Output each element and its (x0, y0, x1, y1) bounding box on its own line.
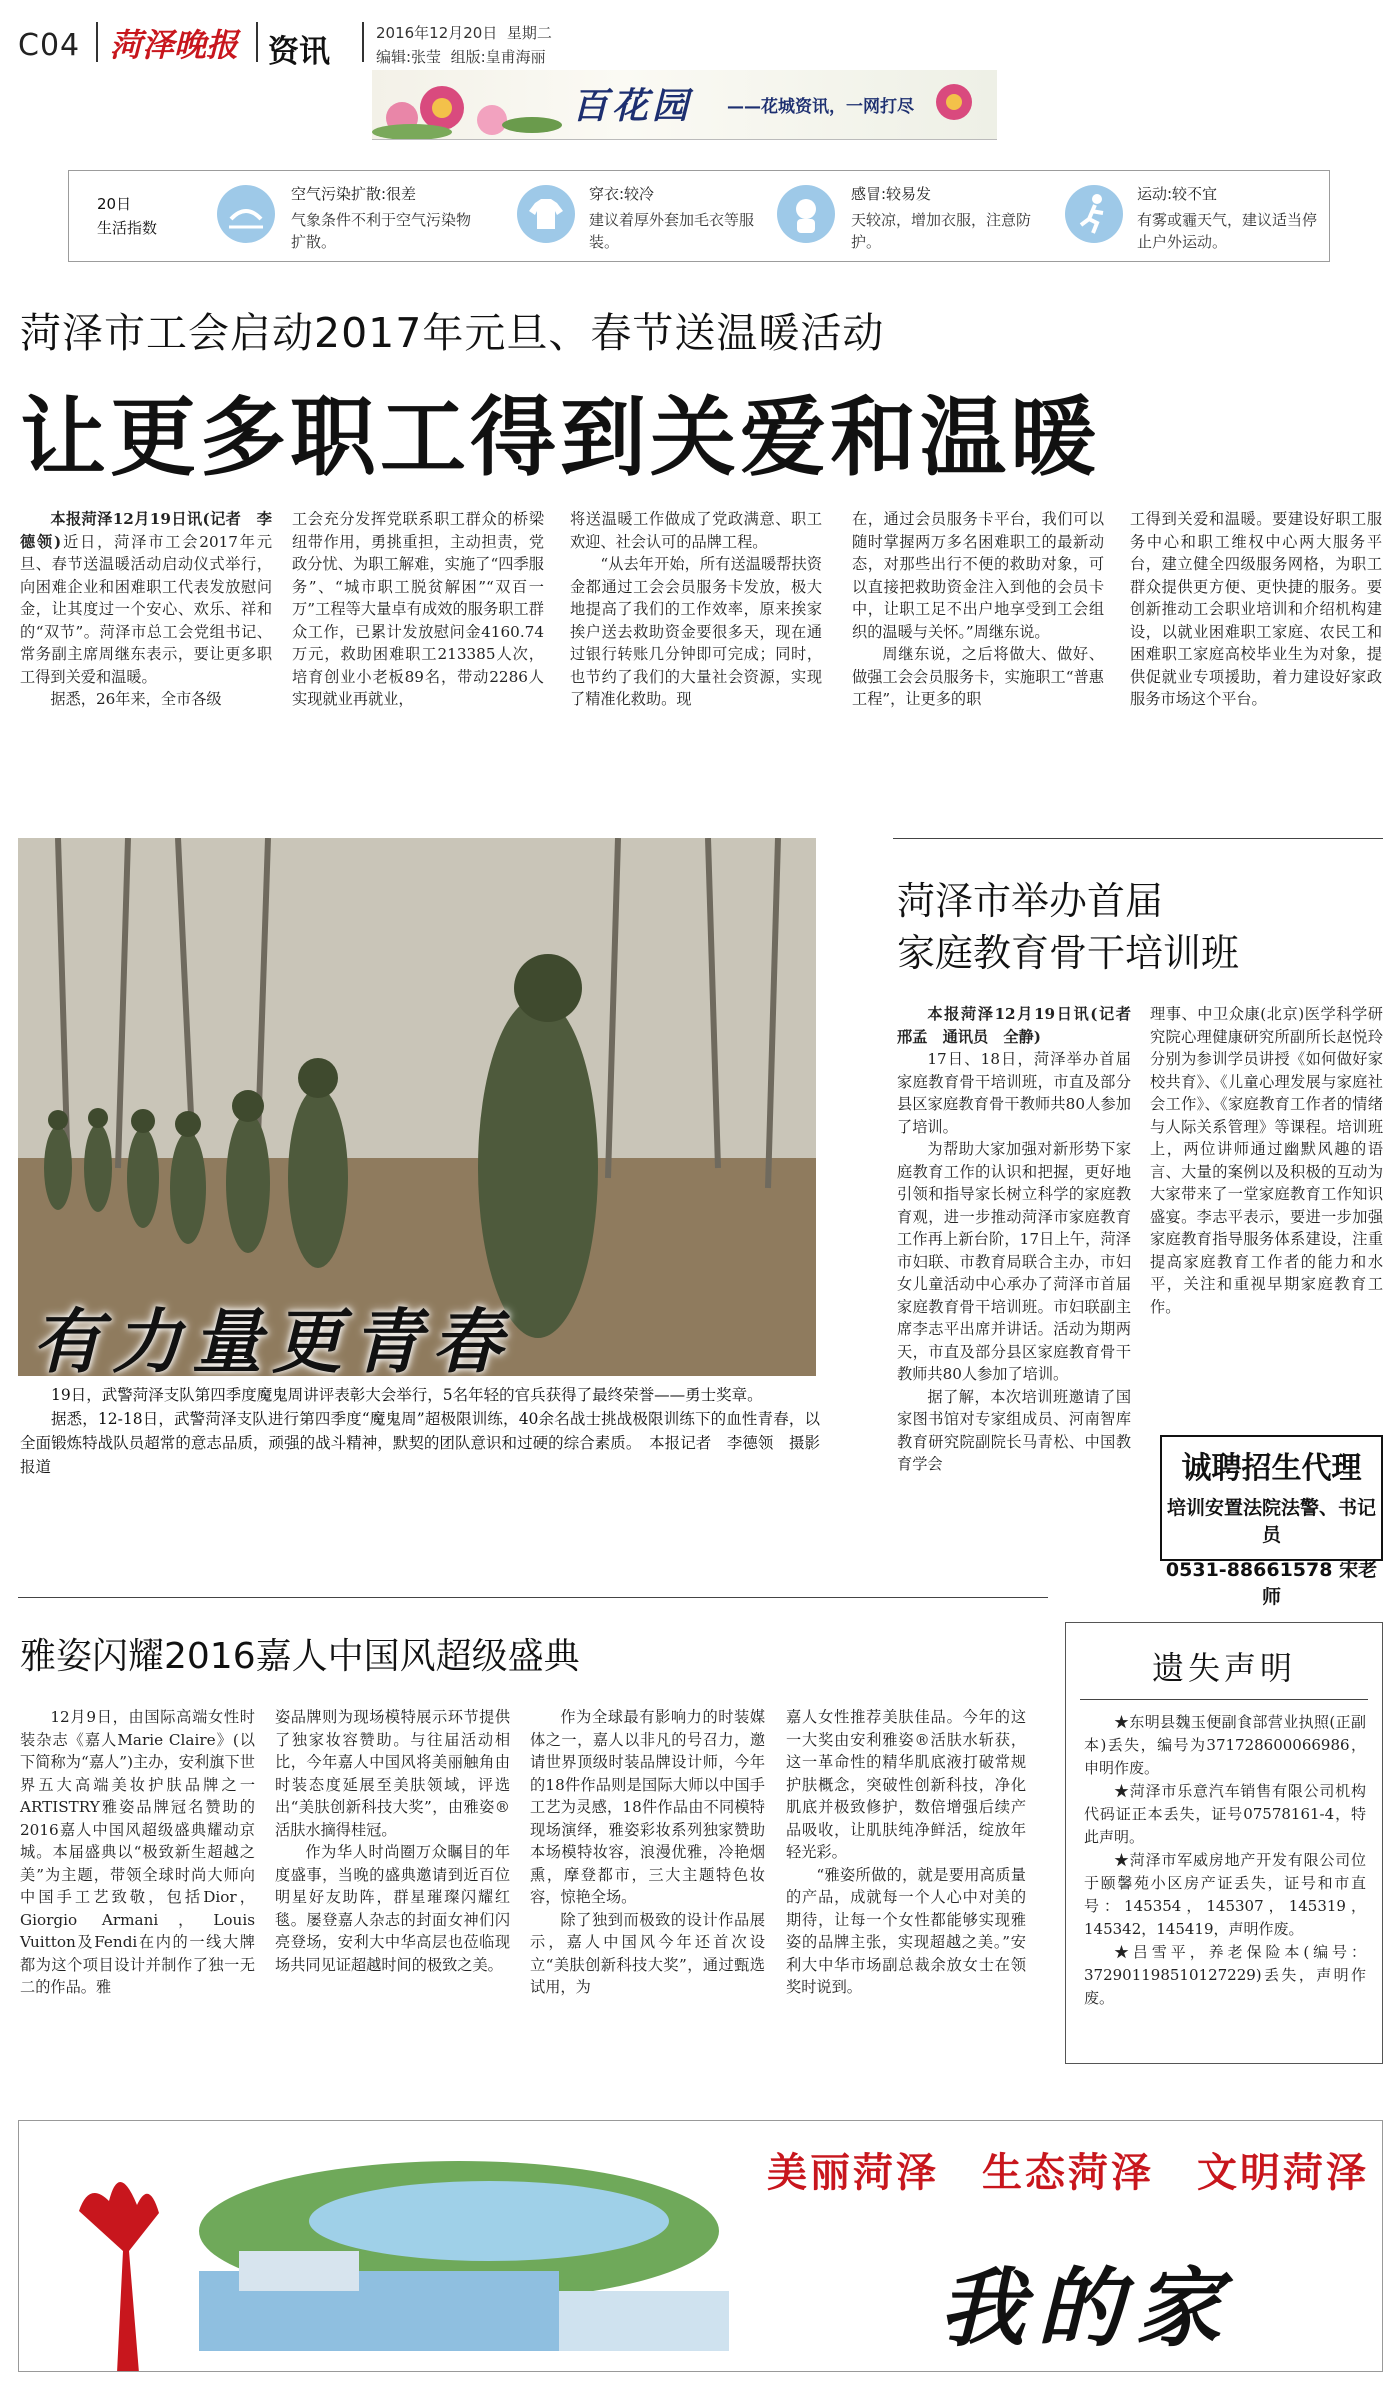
life-index-date: 20日 (97, 195, 132, 213)
lead-paragraph: 据悉，26年来，全市各级 (50, 690, 222, 708)
editor-line (376, 46, 546, 67)
section-name: 资讯 (268, 34, 330, 70)
fashion-column-3 (530, 1706, 765, 1999)
city-landscape-image (19, 2121, 739, 2372)
life-item-text: 气象条件不利于空气污染物扩散。 (291, 211, 472, 251)
lost-notice-item: ★吕雪平，养老保险本(编号：372901198510127229)丢失，声明作废。 (1084, 1943, 1366, 2007)
photo-caption-paragraph: 据悉，12-18日，武警菏泽支队进行第四季度“魔鬼周”超极限训练，40余名战士挑战极限训练下的血性青春，以全面锻炼特战队员超常的意志品质，顽强的战斗精神，默契的团队意识和过硬的综合素质。 本报记者 李德领 摄影报道 (20, 1410, 820, 1476)
city-promo-ad (18, 2120, 1383, 2372)
life-index-label: 生活指数 (97, 219, 158, 237)
header-divider (96, 22, 98, 62)
lead-paragraph: 近日，菏泽市工会2017年元旦、春节送温暖活动启动仪式举行，向困难企业和困难职工代表发放慰问金，让其度过一个安心、欢乐、祥和的“双节”。菏泽市总工会党组书记、常务副主席周继东表示，要让更多职工得到关爱和温暖。 (20, 532, 273, 686)
side-article-title: 家庭教育骨干培训班 (897, 931, 1240, 975)
side-article-paragraph: 17日、18日，菏泽举办首届家庭教育骨干培训班，市直及部分县区家庭教育骨干教师共80人参加了培训。 (897, 1050, 1131, 1136)
smog-icon (217, 185, 275, 243)
lead-column-5 (1130, 508, 1382, 711)
issue-date-line (376, 22, 552, 43)
fashion-paragraph: “雅姿所做的，就是要用高质量的产品，成就每一个人心中对美的期待，让每一个女性都能够实现雅姿的品牌主张，实现超越之美。”安利大中华市场副总裁余放女士在领奖时说到。 (786, 1865, 1026, 1996)
recruit-ad-line: 培训安置法院法警、书记员 (1166, 1497, 1376, 1546)
lead-paragraph: 周继东说，之后将做大、做好、做强工会会员服务卡，实施职工“普惠工程”，让更多的职 (852, 645, 1104, 708)
lead-column-3 (570, 508, 822, 711)
layout-editor-name: 组版:皇甫海丽 (450, 48, 546, 66)
lead-column-4 (852, 508, 1104, 711)
fashion-paragraph: 嘉人女性推荐美肤佳品。今年的这一大奖由安利雅姿®活肤水斩获，这一革命性的精华肌底液打破常规护肤概念，突破性创新科技，净化肌底并极致修护，数倍增强后续产品吸收，让肌肤纯净鲜活，绽放年轻光彩。 (786, 1708, 1026, 1861)
side-article-column-1 (897, 1003, 1147, 1476)
fashion-paragraph: 姿品牌则为现场模特展示环节提供了独家妆容赞助。与往届活动相比，今年嘉人中国风将美丽触角由时装态度延展至美肤领域，评选出“美肤创新科技大奖”，由雅姿®活肤水摘得桂冠。 (275, 1708, 510, 1839)
editor-name: 编辑:张莹 (376, 48, 442, 66)
side-article-paragraph: 理事、中卫众康(北京)医学科学研究院心理健康研究所副所长赵悦玲分别为参训学员讲授《如何做好家校共育》、《儿童心理发展与家庭社会工作》、《家庭教育工作者的情绪与人际关系管理》等课程。培训班上，两位讲师通过幽默风趣的语言、大量的案例以及积极的互动为大家带来了一堂家庭教育工作知识盛宴。李志平表示，要进一步加强家庭教育指导服务体系建设，注重提高家庭教育工作者的能力和水平，关注和重视早期家庭教育工作。 (1150, 1005, 1383, 1316)
banner-subtitle: ——花城资讯，一网打尽 (727, 97, 914, 117)
header-divider (362, 22, 364, 62)
newspaper-name: 菏泽晚报 (110, 26, 239, 64)
recruitment-ad (1160, 1435, 1383, 1608)
issue-weekday: 星期二 (506, 24, 552, 42)
flower-banner-image (912, 70, 997, 140)
life-index-box (68, 170, 1330, 262)
fashion-paragraph: 作为全球最有影响力的时装媒体之一，嘉人以非凡的号召力，邀请世界顶级时装品牌设计师，今年的18件作品则是国际大师以中国手工艺为灵感，18件作品由不同模特现场演绎，雅姿彩妆系列独家赞助本场模特妆容，浪漫优雅，冷艳烟熏，摩登都市，三大主题特色妆容，惊艳全场。 (530, 1708, 765, 1906)
fashion-paragraph: 作为华人时尚圈万众瞩目的年度盛事，当晚的盛典邀请到近百位明星好友助阵，群星璀璨闪耀红毯。屡登嘉人杂志的封面女神们闪亮登场，安利大中华高层也莅临现场共同见证超越时间的极致之美。 (275, 1843, 510, 1974)
recruit-ad-phone: 0531-88661578 宋老师 (1165, 1559, 1378, 1608)
promo-home-title: 我的家 (939, 2258, 1233, 2359)
issue-date: 2016年12月20日 (376, 24, 498, 42)
lost-notice-item: ★菏泽市乐意汽车销售有限公司机构代码证正本丢失，证号07578161-4，特此声明。 (1084, 1782, 1366, 1846)
exercise-icon (1065, 185, 1123, 243)
life-item-title: 感冒:较易发 (851, 185, 932, 203)
life-item-title: 穿衣:较冷 (589, 185, 655, 203)
header-divider (256, 22, 258, 62)
promo-slogan: 美丽菏泽 生态菏泽 文明菏泽 (767, 2150, 1369, 2196)
side-article-column-2 (1150, 1003, 1383, 1318)
photo-overlay-title: 有力量更青春 (32, 1300, 512, 1376)
life-item-title: 空气污染扩散:很差 (291, 185, 417, 203)
fashion-paragraph: 12月9日，由国际高端女性时装杂志《嘉人Marie Claire》(以下简称为“嘉人”)主办，安利旗下世界五大高端美妆护肤品牌之一ARTISTRY雅姿品牌冠名赞助的2016嘉人中国风超级盛典耀动京城。本届盛典以“极致新生超越之美”为主题，带领全球时尚大师向中国手工艺致敬，包括Dior，Giorgio Armani，Louis Vuitton及Fendi在内的一线大牌都为这个项目设计并制作了独一无二的作品。雅 (20, 1708, 255, 1996)
banner-title: 百花园 (572, 85, 693, 127)
lost-notice-title: 遗失声明 (1151, 1649, 1296, 1687)
lost-notice-item: ★菏泽市军威房地产开发有限公司位于颐馨苑小区房产证丢失，证号和市直号：145354，145307，145319，145342，145419，声明作废。 (1084, 1851, 1366, 1938)
lead-paragraph: 工得到关爱和温暖。要建设好职工服务中心和职工维权中心两大服务平台，建立健全四级服务网格，为职工群众提供更方便、更快捷的服务。要创新推动工会职业培训和介绍机构建设，以就业困难职工家庭、农民工和困难职工家庭高校毕业生为对象，提供促就业专项援助，着力建设好家政服务市场这个平台。 (1130, 510, 1382, 708)
lead-paragraph: 工会充分发挥党联系职工群众的桥梁纽带作用，勇挑重担，主动担责，党政分忧、为职工解难，实施了“四季服务”、“城市职工脱贫解困”“双百一万”工程等大量卓有成效的服务职工群众工作，已累计发放慰问金4160.74万元，救助困难职工213385人次，培育创业小老板89名，带动2286人实现就业再就业， (292, 510, 544, 708)
life-item-text: 天较凉，增加衣服，注意防护。 (851, 211, 1032, 251)
photo-caption (20, 1383, 820, 1479)
life-item-title: 运动:较不宜 (1137, 185, 1218, 203)
side-article-rule (893, 838, 1383, 839)
fashion-column-4 (786, 1706, 1026, 1999)
section-banner (372, 70, 997, 140)
notice-rule (1080, 1699, 1368, 1700)
side-article-byline: 本报菏泽12月19日讯(记者 邢孟 通讯员 全静) (897, 1005, 1147, 1046)
lost-notice-box (1065, 1622, 1383, 2064)
cold-icon (777, 185, 835, 243)
fashion-article-title: 雅姿闪耀2016嘉人中国风超级盛典 (20, 1636, 580, 1677)
soldiers-training-photo (18, 838, 816, 1376)
lead-paragraph: “从去年开始，所有送温暖帮扶资金都通过工会会员服务卡发放，极大地提高了我们的工作效率，原来挨家挨户送去救助资金要很多天，现在通过银行转账几分钟即可完成；同时，也节约了我们的大量社会资源，实现了精准化救助。现 (570, 555, 822, 708)
lead-byline: 本报菏泽12月19日讯(记者 李德领) (20, 510, 272, 551)
lost-notice-list (1084, 1711, 1366, 2010)
recruit-ad-line: 诚聘招生代理 (1181, 1451, 1362, 1486)
lead-paragraph: 将送温暖工作做成了党政满意、职工欢迎、社会认可的品牌工程。 (570, 510, 822, 551)
flower-banner-image (372, 70, 572, 140)
fashion-column-2 (275, 1706, 510, 1976)
life-item-text: 建议着厚外套加毛衣等服装。 (589, 211, 755, 251)
page-number: C04 (18, 28, 81, 63)
lost-notice-item: ★东明县魏玉便副食部营业执照(正副本)丢失，编号为371728600066986，申明作废。 (1084, 1713, 1366, 1777)
fashion-column-1 (20, 1706, 255, 1999)
side-article-paragraph: 为帮助大家加强对新形势下家庭教育工作的认识和把握，更好地引领和指导家长树立科学的家庭教育观，进一步推动菏泽市家庭教育工作再上新台阶，17日上午，菏泽市妇联、市教育局联合主办，市妇女儿童活动中心承办了菏泽市首届家庭教育骨干培训班。市妇联副主席李志平出席并讲话。活动为期两天，市直及部分县区家庭教育骨干教师共80人参加了培训。 (897, 1140, 1131, 1383)
lead-headline: 让更多职工得到关爱和温暖 (20, 388, 1100, 488)
lead-paragraph: 在，通过会员服务卡平台，我们可以随时掌握两万多名困难职工的最新动态，对那些出行不便的救助对象，可以直接把救助资金注入到他的会员卡中，让职工足不出户地享受到工会组织的温暖与关怀。”周继东说。 (852, 510, 1104, 641)
side-article-paragraph: 据了解，本次培训班邀请了国家图书馆对专家组成员、河南智库教育研究院副院长马青松、中国教育学会 (897, 1387, 1131, 1473)
lead-kicker: 菏泽市工会启动2017年元旦、春节送温暖活动 (20, 309, 885, 357)
lead-column-1 (20, 508, 272, 711)
photo-caption-paragraph: 19日，武警菏泽支队第四季度魔鬼周讲评表彰大会举行，5名年轻的官兵获得了最终荣誉——勇士奖章。 (51, 1386, 763, 1404)
section-rule (18, 1597, 1048, 1598)
lead-column-2 (292, 508, 544, 711)
clothing-icon (517, 185, 575, 243)
side-article-title: 菏泽市举办首届 (897, 879, 1164, 923)
fashion-paragraph: 除了独到而极致的设计作品展示，嘉人中国风今年还首次设立“美肤创新科技大奖”，通过甄选试用，为 (530, 1910, 765, 1996)
life-item-text: 有雾或霾天气，建议适当停止户外运动。 (1137, 211, 1318, 251)
